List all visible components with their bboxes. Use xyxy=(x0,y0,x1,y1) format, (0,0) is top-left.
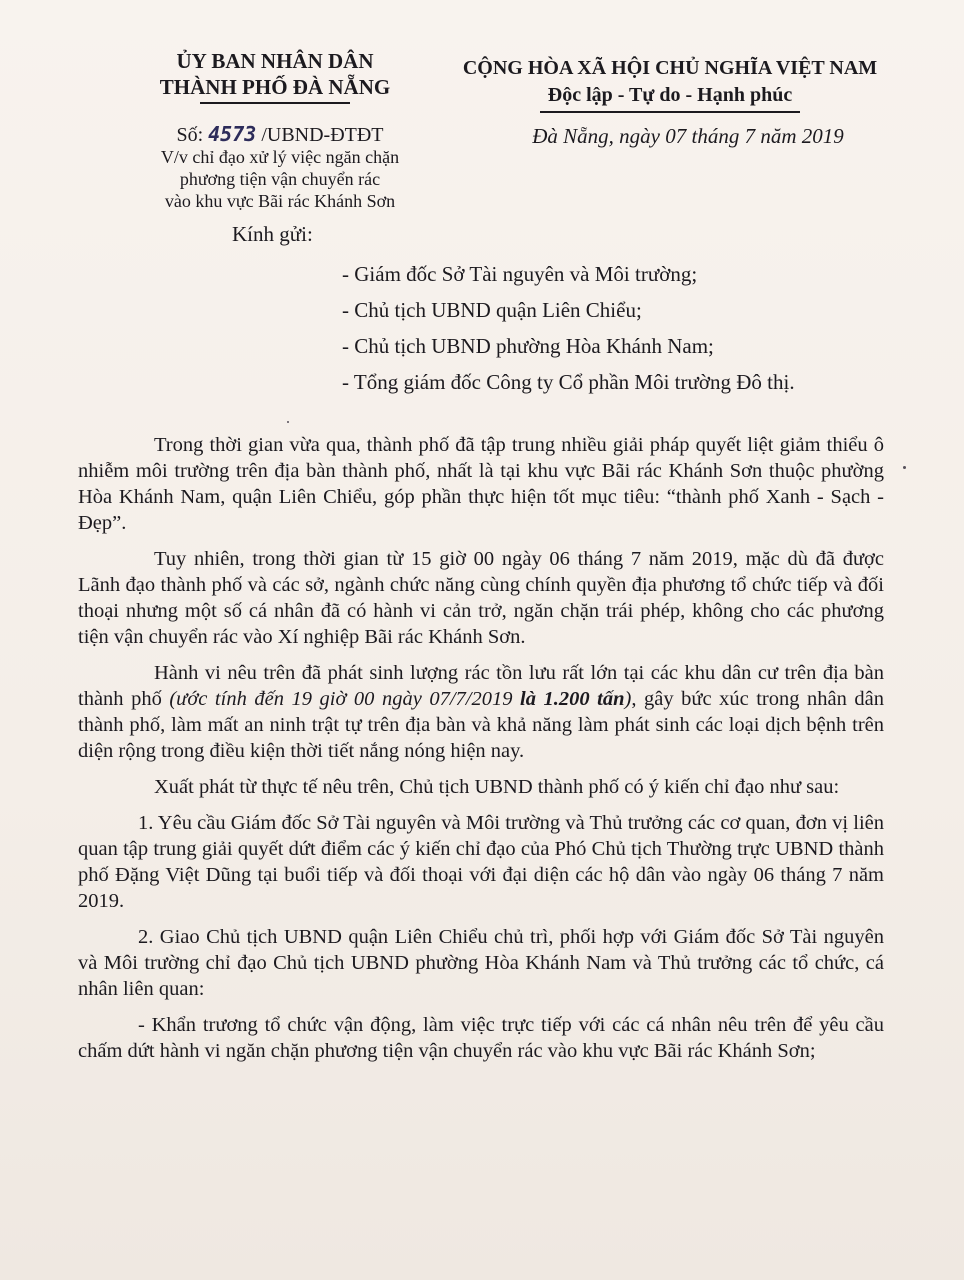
recipient-item: - Tổng giám đốc Công ty Cổ phần Môi trường Đô thị. xyxy=(342,370,795,394)
dateline: Đà Nẵng, ngày 07 tháng 7 năm 2019 xyxy=(532,124,844,148)
subject-line1: V/v chỉ đạo xử lý việc ngăn chặn xyxy=(160,147,400,167)
issuer-line2-text: THÀNH PHỐ ĐÀ NẴNG xyxy=(159,75,391,99)
paragraph-3-part-b: (ước tính đến 19 giờ 00 ngày 07/7/2019 xyxy=(169,688,521,710)
document-body xyxy=(78,432,884,1074)
recipient-item: - Giám đốc Sở Tài nguyên và Môi trường; xyxy=(342,262,698,286)
greeting: Kính gửi: xyxy=(232,222,313,246)
paragraph-1: Trong thời gian vừa qua, thành phố đã tập trung nhiều giải pháp quyết liệt giảm thiểu ô nhiễm môi trường trên địa bàn thành phố, nhất là tại khu vực Bãi rác Khánh Sơn thuộc phường Hòa Khánh Nam, quận Liên Chiểu, góp phần thực hiện tốt mục tiêu: “thành phố Xanh - Sạch - Đẹp”. xyxy=(78,434,884,534)
subject-line3: vào khu vực Bãi rác Khánh Sơn xyxy=(164,191,396,211)
recipient-list xyxy=(342,256,922,400)
paper-speck xyxy=(287,421,289,423)
national-header xyxy=(420,55,920,113)
motto xyxy=(540,81,800,113)
paper-speck xyxy=(903,466,906,469)
motto-text: Độc lập - Tự do - Hạnh phúc xyxy=(547,84,793,106)
country-name: CỘNG HÒA XÃ HỘI CHỦ NGHĨA VIỆT NAM xyxy=(462,57,878,79)
motto-underline xyxy=(540,111,800,113)
recipient-item: - Chủ tịch UBND phường Hòa Khánh Nam; xyxy=(342,334,714,358)
paragraph-3-part-e: , gây bức xúc trong nhân dân thành phố, làm mất an ninh trật tự trên địa bàn và khả năng làm phát sinh các loại dịch bệnh trên diện rộng trong điều kiện thời tiết nắng nóng hiện nay. xyxy=(78,688,885,762)
issuer-underline xyxy=(200,102,350,104)
issuer-line1: ỦY BAN NHÂN DÂN xyxy=(176,49,374,73)
issuer-line2 xyxy=(160,74,390,104)
doc-number-suffix: /UBND-ĐTĐT xyxy=(261,124,384,146)
paragraph-3 xyxy=(78,660,884,764)
paragraph-3-part-c: là 1.200 tấn xyxy=(520,688,625,710)
subject-line2: phương tiện vận chuyển rác xyxy=(179,169,381,189)
document-subject xyxy=(130,146,430,212)
doc-number-handwritten: 4573 xyxy=(208,122,257,146)
paragraph-3-part-d: ) xyxy=(624,688,632,710)
paragraph-3-part-a: Hành vi nêu trên đã phát sinh lượng rác tồn lưu rất lớn tại các khu dân cư trên địa bàn thành phố xyxy=(78,662,884,710)
doc-number-prefix: Số: xyxy=(176,124,204,146)
paragraph-2: Tuy nhiên, trong thời gian từ 15 giờ 00 ngày 06 tháng 7 năm 2019, mặc dù đã được Lãnh đạo thành phố và các sở, ngành chức năng cùng chính quyền địa phương tổ chức tiếp và đối thoại nhưng một số cá nhân đã có hành vi cản trở, ngăn chặn trái phép, không cho các phương tiện vận chuyển rác vào Xí nghiệp Bãi rác Khánh Sơn. xyxy=(78,548,884,648)
directive-2-subitem: - Khẩn trương tổ chức vận động, làm việc trực tiếp với các cá nhân nêu trên để yêu cầu chấm dứt hành vi ngăn chặn phương tiện vận chuyển rác vào khu vực Bãi rác Khánh Sơn; xyxy=(78,1014,884,1062)
directive-2: 2. Giao Chủ tịch UBND quận Liên Chiểu chủ trì, phối hợp với Giám đốc Sở Tài nguyên và Môi trường chỉ đạo Chủ tịch UBND phường Hòa Khánh Nam và Thủ trưởng các tổ chức, cá nhân liên quan: xyxy=(78,926,884,1000)
paragraph-4: Xuất phát từ thực tế nêu trên, Chủ tịch UBND thành phố có ý kiến chỉ đạo như sau: xyxy=(154,776,840,798)
document-number xyxy=(150,122,410,147)
recipient-item: - Chủ tịch UBND quận Liên Chiểu; xyxy=(342,298,642,322)
issuer-header xyxy=(140,48,410,104)
directive-1: 1. Yêu cầu Giám đốc Sở Tài nguyên và Môi trường và Thủ trưởng các cơ quan, đơn vị liên quan tập trung giải quyết dứt điểm các ý kiến chỉ đạo của Phó Chủ tịch Thường trực UBND thành phố Đặng Việt Dũng tại buổi tiếp và đối thoại với đại diện các hộ dân vào ngày 06 tháng 7 năm 2019. xyxy=(78,812,884,912)
